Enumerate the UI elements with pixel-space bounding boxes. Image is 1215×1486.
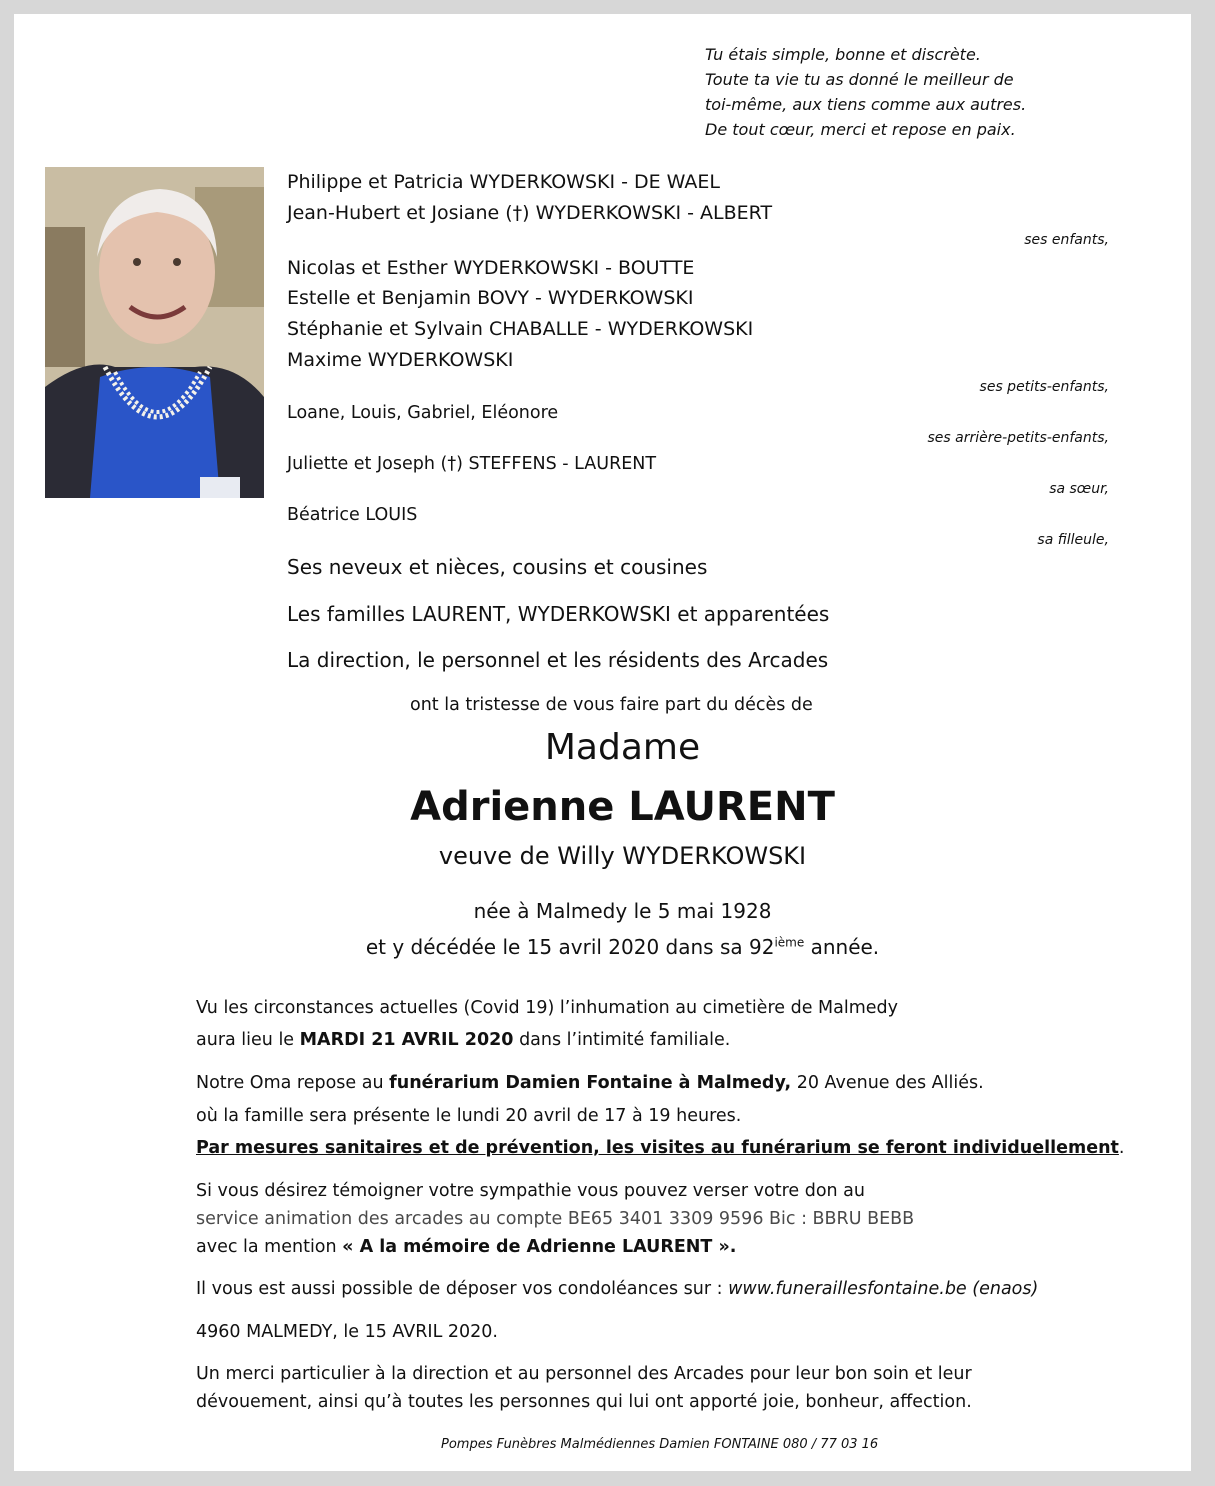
family-line-children: Philippe et Patricia WYDERKOWSKI - DE WAEL: [287, 171, 721, 193]
poem-line: Tu étais simple, bonne et discrète.: [705, 45, 981, 64]
family-line-others: Ses neveux et nièces, cousins et cousines: [287, 555, 708, 579]
family-line-goddaughter: Béatrice LOUIS: [287, 505, 418, 525]
relation-label: ses enfants,: [1024, 232, 1109, 248]
family-line-grandchildren: Maxime WYDERKOWSKI: [287, 349, 514, 371]
place-date: 4960 MALMEDY, le 15 AVRIL 2020.: [196, 1322, 498, 1342]
widow-line: veuve de Willy WYDERKOWSKI: [438, 842, 807, 870]
poem-line: toi-même, aux tiens comme aux autres.: [705, 95, 1027, 114]
family-line-great-grandchildren: Loane, Louis, Gabriel, Eléonore: [287, 403, 559, 423]
relation-label: ses arrière-petits-enfants,: [927, 430, 1109, 446]
condolences-link[interactable]: www.funeraillesfontaine.be (enaos): [728, 1279, 1039, 1299]
deceased-title: Madame: [544, 727, 701, 768]
family-line-others: La direction, le personnel et les résidents des Arcades: [287, 648, 829, 672]
family-line-grandchildren: Stéphanie et Sylvain CHABALLE - WYDERKOWSKI: [287, 318, 754, 340]
relation-label: sa sœur,: [1049, 481, 1109, 497]
portrait-illustration: [45, 167, 264, 498]
family-line-sister: Juliette et Joseph (†) STEFFENS - LAURENT: [287, 454, 657, 474]
donation-mention: avec la mention « A la mémoire de Adrienne LAURENT ».: [196, 1237, 737, 1257]
relation-label: sa filleule,: [1037, 532, 1109, 548]
poem-line: De tout cœur, merci et repose en paix.: [705, 120, 1016, 139]
burial-text: Vu les circonstances actuelles (Covid 19) l’inhumation au cimetière de Malmedy: [196, 998, 898, 1018]
family-line-grandchildren: Estelle et Benjamin BOVY - WYDERKOWSKI: [287, 287, 694, 309]
funeral-home-text: Notre Oma repose au funérarium Damien Fontaine à Malmedy, 20 Avenue des Alliés.: [196, 1073, 984, 1093]
family-line-children: Jean-Hubert et Josiane (†) WYDERKOWSKI - ALBERT: [287, 202, 773, 224]
family-line-others: Les familles LAURENT, WYDERKOWSKI et apparentées: [287, 602, 830, 626]
thanks-text: dévouement, ainsi qu’à toutes les personnes qui lui ont apporté joie, bonheur, affection.: [196, 1392, 972, 1412]
visiting-hours-text: où la famille sera présente le lundi 20 avril de 17 à 19 heures.: [196, 1106, 742, 1126]
death-line: et y décédée le 15 avril 2020 dans sa 92ième année.: [365, 935, 880, 959]
condolences-text: Il vous est aussi possible de déposer vos condoléances sur : www.funeraillesfontaine.be (enaos): [196, 1279, 1039, 1299]
donation-text: Si vous désirez témoigner votre sympathie vous pouvez verser votre don au: [196, 1181, 865, 1201]
thanks-text: Un merci particulier à la direction et au personnel des Arcades pour leur bon soin et leur: [196, 1364, 972, 1384]
sanitary-notice: Par mesures sanitaires et de prévention, les visites au funérarium se feront individuellement.: [196, 1138, 1125, 1158]
relation-label: ses petits-enfants,: [979, 379, 1109, 395]
family-line-grandchildren: Nicolas et Esther WYDERKOWSKI - BOUTTE: [287, 257, 695, 279]
announcement-text: ont la tristesse de vous faire part du décès de: [410, 695, 813, 715]
donation-account: service animation des arcades au compte BE65 3401 3309 9596 Bic : BBRU BEBB: [196, 1209, 915, 1229]
portrait-photo: [45, 167, 264, 498]
footer-funeral-home: Pompes Funèbres Malmédiennes Damien FONTAINE 080 / 77 03 16: [441, 1437, 879, 1452]
deceased-name: Adrienne LAURENT: [410, 784, 835, 830]
birth-line: née à Malmedy le 5 mai 1928: [473, 899, 772, 923]
burial-date-text: aura lieu le MARDI 21 AVRIL 2020 dans l’intimité familiale.: [196, 1030, 731, 1050]
poem-line: Toute ta vie tu as donné le meilleur de: [705, 70, 1014, 89]
